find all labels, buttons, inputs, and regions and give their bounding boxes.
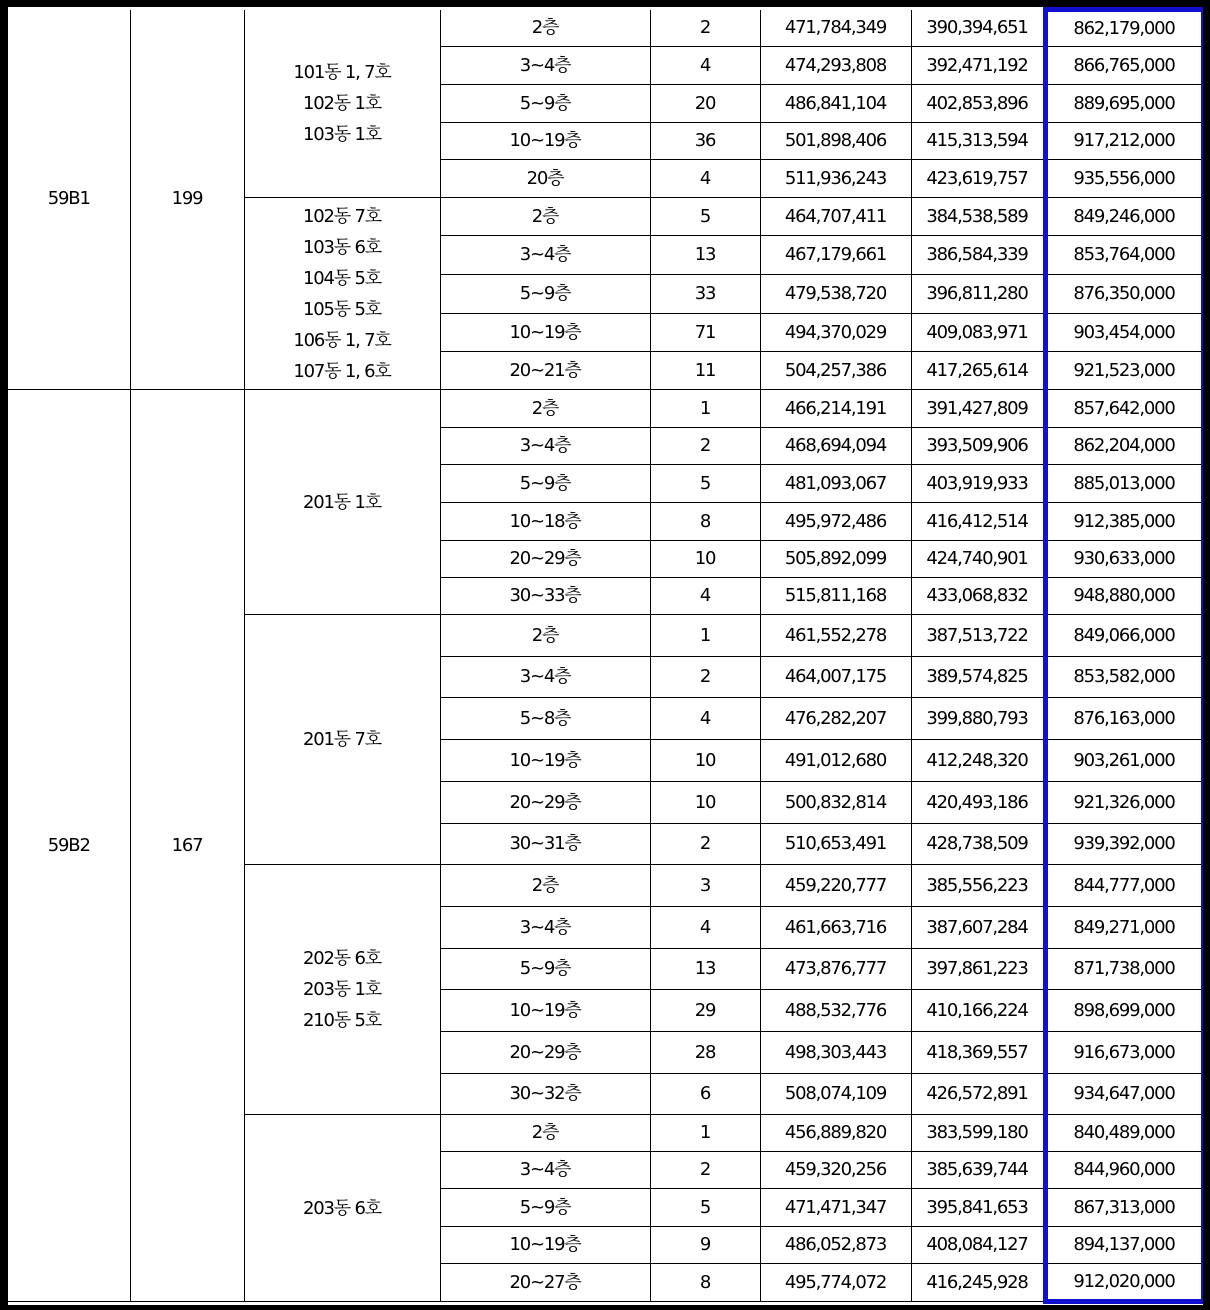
unit-label: 201동 1호 (303, 491, 381, 513)
households-cell: 5 (650, 198, 760, 236)
floor-range-cell: 5~8층 (440, 698, 650, 740)
land-price-cell: 466,214,191 (760, 390, 911, 428)
price-table-sheet (8, 7, 1203, 1305)
land-price-cell: 481,093,067 (760, 465, 911, 503)
land-price-cell: 498,303,443 (760, 1032, 911, 1074)
floor-range-cell: 3~4층 (440, 47, 650, 85)
land-price-cell: 508,074,109 (760, 1074, 911, 1115)
floor-range-cell: 5~9층 (440, 465, 650, 503)
land-price-cell: 500,832,814 (760, 782, 911, 824)
land-price-cell: 479,538,720 (760, 275, 911, 314)
floor-range-cell: 10~19층 (440, 123, 650, 160)
floor-range-cell: 5~9층 (440, 949, 650, 990)
floor-range-cell: 5~9층 (440, 275, 650, 314)
land-price-cell: 505,892,099 (760, 541, 911, 578)
households-cell: 2 (650, 428, 760, 465)
total-price-cell: 844,777,000 (1045, 865, 1203, 907)
housing-type-cell: 59B1 (8, 10, 130, 390)
building-price-cell: 418,369,557 (911, 1032, 1045, 1074)
floor-range-cell: 2층 (440, 1115, 650, 1152)
land-price-cell: 515,811,168 (760, 578, 911, 615)
type-count-cell: 167 (130, 390, 244, 1302)
households-cell: 5 (650, 465, 760, 503)
building-price-cell: 390,394,651 (911, 10, 1045, 47)
floor-range-cell: 20~27층 (440, 1264, 650, 1302)
building-price-cell: 433,068,832 (911, 578, 1045, 615)
land-price-cell: 494,370,029 (760, 314, 911, 352)
unit-group-cell (244, 1115, 440, 1302)
floor-range-cell: 20층 (440, 160, 650, 198)
total-price-cell: 917,212,000 (1045, 123, 1203, 160)
building-price-cell: 395,841,653 (911, 1189, 1045, 1227)
total-price-cell: 840,489,000 (1045, 1115, 1203, 1152)
floor-range-cell: 2층 (440, 865, 650, 907)
building-price-cell: 392,471,192 (911, 47, 1045, 85)
floor-range-cell: 20~21층 (440, 352, 650, 390)
total-price-cell: 866,765,000 (1045, 47, 1203, 85)
floor-range-cell: 10~19층 (440, 990, 650, 1032)
building-price-cell: 420,493,186 (911, 782, 1045, 824)
floor-range-cell: 5~9층 (440, 1189, 650, 1227)
total-price-cell: 903,454,000 (1045, 314, 1203, 352)
building-price-cell: 387,513,722 (911, 615, 1045, 657)
unit-label: 104동 5호 (303, 267, 381, 289)
unit-label: 203동 6호 (303, 1197, 381, 1219)
total-price-cell: 867,313,000 (1045, 1189, 1203, 1227)
building-price-cell: 410,166,224 (911, 990, 1045, 1032)
land-price-cell: 468,694,094 (760, 428, 911, 465)
unit-label: 107동 1, 6호 (293, 360, 391, 382)
households-cell: 6 (650, 1074, 760, 1115)
total-price-cell: 912,385,000 (1045, 503, 1203, 541)
floor-range-cell: 30~33층 (440, 578, 650, 615)
unit-label: 202동 6호 (303, 948, 381, 969)
building-price-cell: 412,248,320 (911, 740, 1045, 782)
type-count-cell: 199 (130, 10, 244, 390)
building-price-cell: 399,880,793 (911, 698, 1045, 740)
land-price-cell: 473,876,777 (760, 949, 911, 990)
total-price-cell: 853,764,000 (1045, 236, 1203, 275)
building-price-cell: 416,245,928 (911, 1264, 1045, 1302)
total-price-cell: 916,673,000 (1045, 1032, 1203, 1074)
total-price-cell: 844,960,000 (1045, 1152, 1203, 1189)
households-cell: 3 (650, 865, 760, 907)
building-price-cell: 383,599,180 (911, 1115, 1045, 1152)
households-cell: 1 (650, 390, 760, 428)
floor-range-cell: 20~29층 (440, 782, 650, 824)
households-cell: 20 (650, 85, 760, 123)
total-price-cell: 885,013,000 (1045, 465, 1203, 503)
land-price-cell: 476,282,207 (760, 698, 911, 740)
households-cell: 1 (650, 615, 760, 657)
building-price-cell: 417,265,614 (911, 352, 1045, 390)
households-cell: 10 (650, 541, 760, 578)
land-price-cell: 456,889,820 (760, 1115, 911, 1152)
households-cell: 4 (650, 907, 760, 949)
households-cell: 11 (650, 352, 760, 390)
households-cell: 8 (650, 503, 760, 541)
households-cell: 13 (650, 236, 760, 275)
households-cell: 36 (650, 123, 760, 160)
building-price-cell: 385,639,744 (911, 1152, 1045, 1189)
households-cell: 10 (650, 782, 760, 824)
total-price-cell: 921,326,000 (1045, 782, 1203, 824)
households-cell: 2 (650, 10, 760, 47)
households-cell: 9 (650, 1227, 760, 1264)
land-price-cell: 461,552,278 (760, 615, 911, 657)
building-price-cell: 385,556,223 (911, 865, 1045, 907)
price-table (8, 7, 1203, 1304)
land-price-cell: 495,774,072 (760, 1264, 911, 1302)
floor-range-cell: 2층 (440, 390, 650, 428)
floor-range-cell: 3~4층 (440, 907, 650, 949)
households-cell: 2 (650, 824, 760, 865)
land-price-cell: 461,663,716 (760, 907, 911, 949)
total-price-cell: 934,647,000 (1045, 1074, 1203, 1115)
land-price-cell: 511,936,243 (760, 160, 911, 198)
floor-range-cell: 3~4층 (440, 657, 650, 698)
floor-range-cell: 3~4층 (440, 236, 650, 275)
unit-group-cell (244, 10, 440, 198)
total-price-cell: 889,695,000 (1045, 85, 1203, 123)
building-price-cell: 416,412,514 (911, 503, 1045, 541)
unit-label: 102동 7호 (303, 205, 381, 227)
unit-label: 105동 5호 (303, 298, 381, 320)
building-price-cell: 415,313,594 (911, 123, 1045, 160)
total-price-cell: 849,066,000 (1045, 615, 1203, 657)
households-cell: 13 (650, 949, 760, 990)
unit-label: 103동 6호 (303, 236, 381, 258)
total-price-cell: 857,642,000 (1045, 390, 1203, 428)
land-price-cell: 495,972,486 (760, 503, 911, 541)
building-price-cell: 402,853,896 (911, 85, 1045, 123)
unit-label: 106동 1, 7호 (293, 329, 391, 351)
unit-group-cell (244, 615, 440, 865)
households-cell: 8 (650, 1264, 760, 1302)
building-price-cell: 391,427,809 (911, 390, 1045, 428)
building-price-cell: 426,572,891 (911, 1074, 1045, 1115)
households-cell: 4 (650, 578, 760, 615)
unit-label: 102동 1호 (303, 92, 381, 114)
households-cell: 1 (650, 1115, 760, 1152)
land-price-cell: 510,653,491 (760, 824, 911, 865)
total-price-cell: 898,699,000 (1045, 990, 1203, 1032)
total-price-cell: 935,556,000 (1045, 160, 1203, 198)
floor-range-cell: 10~19층 (440, 1227, 650, 1264)
unit-group-cell (244, 390, 440, 615)
housing-type-cell: 59B2 (8, 390, 130, 1302)
land-price-cell: 471,471,347 (760, 1189, 911, 1227)
unit-label: 101동 1, 7호 (293, 61, 391, 83)
total-price-cell: 849,271,000 (1045, 907, 1203, 949)
total-price-cell: 876,350,000 (1045, 275, 1203, 314)
building-price-cell: 393,509,906 (911, 428, 1045, 465)
land-price-cell: 471,784,349 (760, 10, 911, 47)
households-cell: 33 (650, 275, 760, 314)
land-price-cell: 504,257,386 (760, 352, 911, 390)
building-price-cell: 428,738,509 (911, 824, 1045, 865)
total-price-cell: 862,179,000 (1045, 10, 1203, 47)
land-price-cell: 486,052,873 (760, 1227, 911, 1264)
total-price-cell: 939,392,000 (1045, 824, 1203, 865)
households-cell: 4 (650, 698, 760, 740)
floor-range-cell: 3~4층 (440, 1152, 650, 1189)
households-cell: 5 (650, 1189, 760, 1227)
floor-range-cell: 2층 (440, 10, 650, 47)
total-price-cell: 912,020,000 (1045, 1264, 1203, 1302)
floor-range-cell: 3~4층 (440, 428, 650, 465)
land-price-cell: 474,293,808 (760, 47, 911, 85)
households-cell: 71 (650, 314, 760, 352)
unit-label: 201동 7호 (303, 729, 381, 750)
table-row (8, 10, 1203, 47)
floor-range-cell: 10~19층 (440, 314, 650, 352)
table-row (8, 390, 1203, 428)
land-price-cell: 467,179,661 (760, 236, 911, 275)
total-price-cell: 871,738,000 (1045, 949, 1203, 990)
total-price-cell: 948,880,000 (1045, 578, 1203, 615)
households-cell: 4 (650, 160, 760, 198)
building-price-cell: 397,861,223 (911, 949, 1045, 990)
land-price-cell: 459,220,777 (760, 865, 911, 907)
floor-range-cell: 5~9층 (440, 85, 650, 123)
floor-range-cell: 30~32층 (440, 1074, 650, 1115)
households-cell: 10 (650, 740, 760, 782)
households-cell: 2 (650, 1152, 760, 1189)
building-price-cell: 384,538,589 (911, 198, 1045, 236)
building-price-cell: 403,919,933 (911, 465, 1045, 503)
land-price-cell: 464,707,411 (760, 198, 911, 236)
floor-range-cell: 20~29층 (440, 1032, 650, 1074)
building-price-cell: 386,584,339 (911, 236, 1045, 275)
total-price-cell: 862,204,000 (1045, 428, 1203, 465)
land-price-cell: 501,898,406 (760, 123, 911, 160)
land-price-cell: 459,320,256 (760, 1152, 911, 1189)
floor-range-cell: 2층 (440, 615, 650, 657)
building-price-cell: 387,607,284 (911, 907, 1045, 949)
total-price-cell: 876,163,000 (1045, 698, 1203, 740)
building-price-cell: 423,619,757 (911, 160, 1045, 198)
floor-range-cell: 10~19층 (440, 740, 650, 782)
households-cell: 28 (650, 1032, 760, 1074)
unit-label: 103동 1호 (303, 123, 381, 145)
building-price-cell: 408,084,127 (911, 1227, 1045, 1264)
total-price-cell: 849,246,000 (1045, 198, 1203, 236)
households-cell: 2 (650, 657, 760, 698)
households-cell: 4 (650, 47, 760, 85)
unit-group-cell (244, 865, 440, 1115)
floor-range-cell: 30~31층 (440, 824, 650, 865)
unit-label: 210동 5호 (303, 1010, 381, 1031)
households-cell: 29 (650, 990, 760, 1032)
building-price-cell: 424,740,901 (911, 541, 1045, 578)
land-price-cell: 486,841,104 (760, 85, 911, 123)
unit-group-cell (244, 198, 440, 390)
floor-range-cell: 2층 (440, 198, 650, 236)
total-price-cell: 921,523,000 (1045, 352, 1203, 390)
floor-range-cell: 20~29층 (440, 541, 650, 578)
total-price-cell: 903,261,000 (1045, 740, 1203, 782)
building-price-cell: 389,574,825 (911, 657, 1045, 698)
building-price-cell: 409,083,971 (911, 314, 1045, 352)
unit-label: 203동 1호 (303, 979, 381, 1000)
total-price-cell: 894,137,000 (1045, 1227, 1203, 1264)
land-price-cell: 464,007,175 (760, 657, 911, 698)
floor-range-cell: 10~18층 (440, 503, 650, 541)
building-price-cell: 396,811,280 (911, 275, 1045, 314)
land-price-cell: 491,012,680 (760, 740, 911, 782)
total-price-cell: 853,582,000 (1045, 657, 1203, 698)
total-price-cell: 930,633,000 (1045, 541, 1203, 578)
land-price-cell: 488,532,776 (760, 990, 911, 1032)
